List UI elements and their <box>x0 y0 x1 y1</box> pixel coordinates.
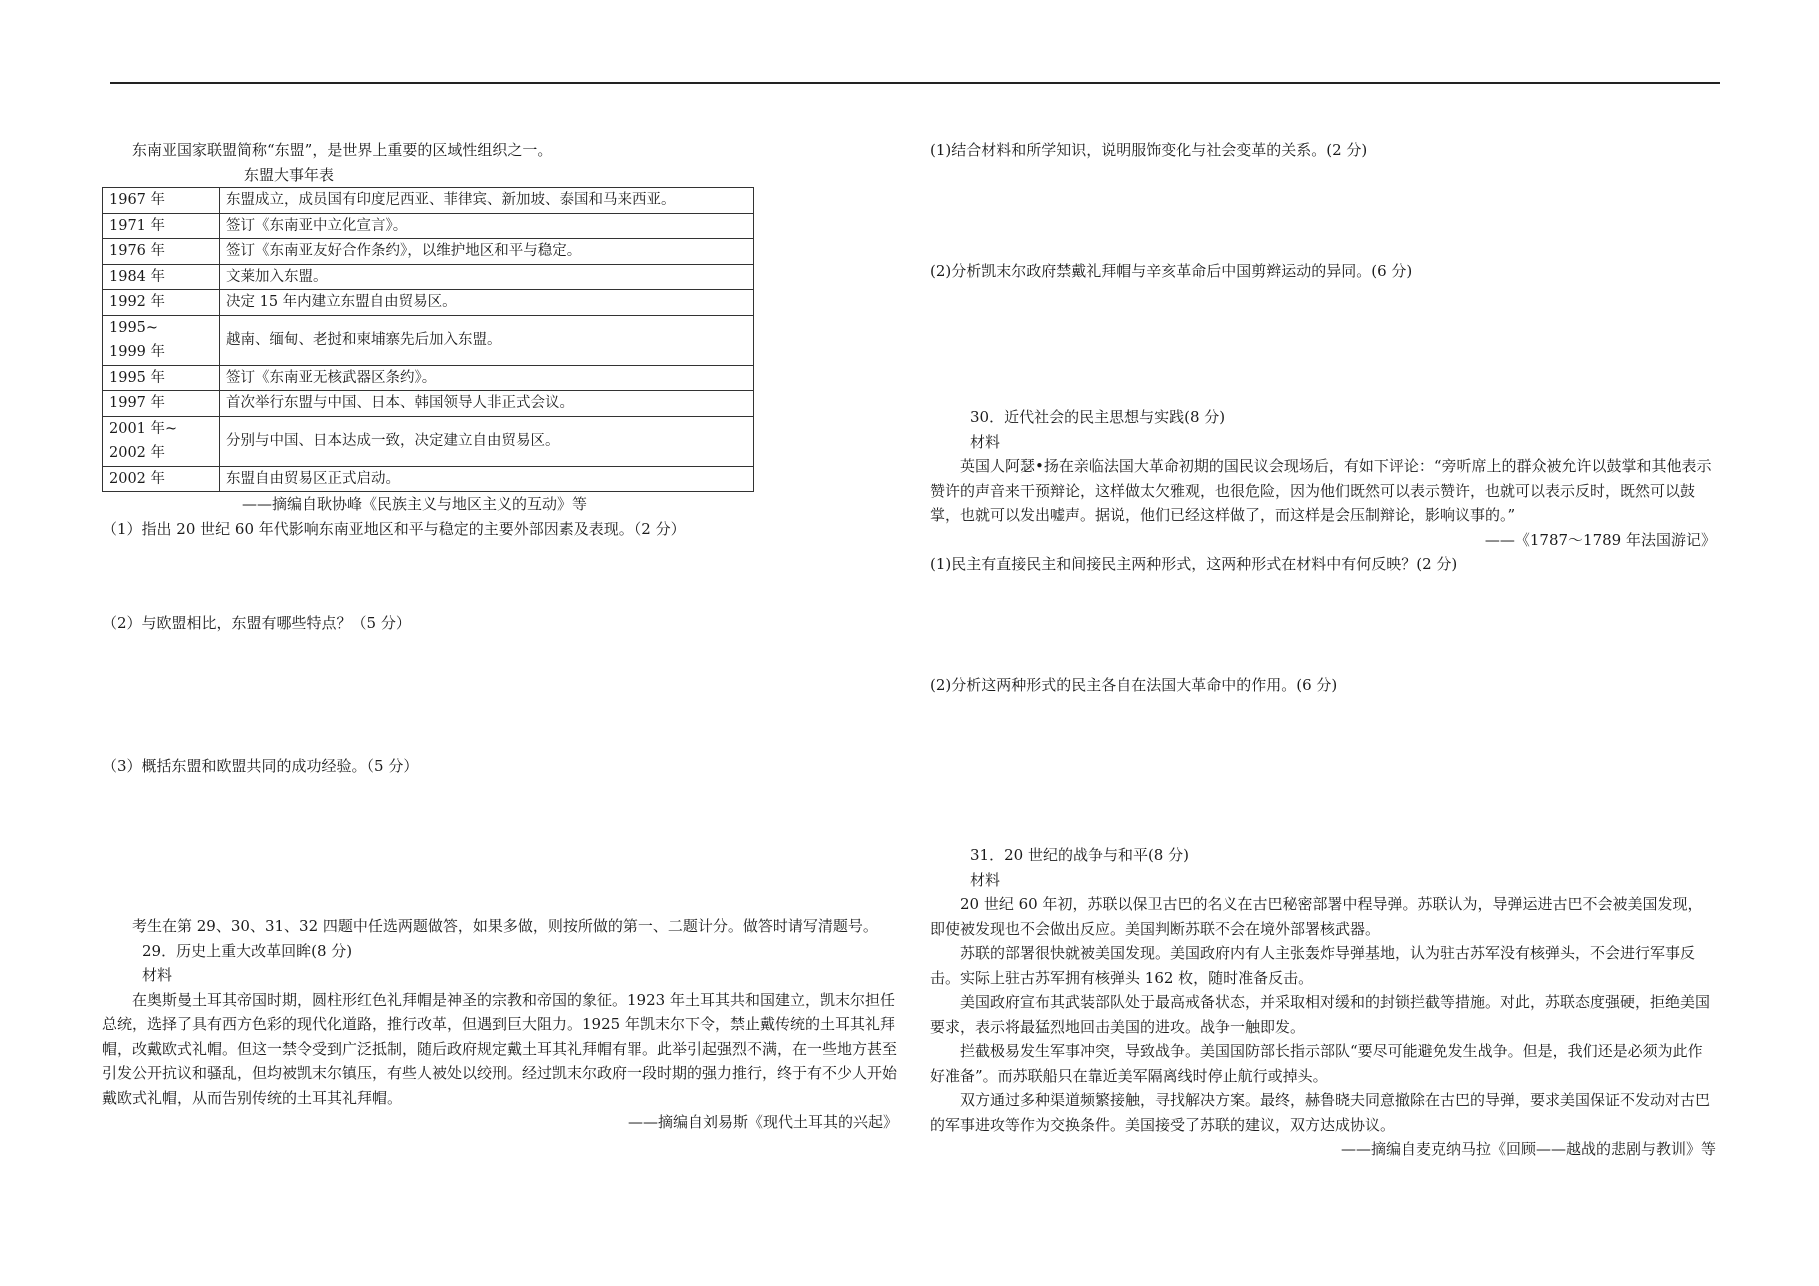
q31-material-label: 材料 <box>970 870 1001 889</box>
table-row <box>103 264 754 290</box>
asean-intro: 东南亚国家联盟简称“东盟”，是世界上重要的区域性组织之一。 <box>132 141 553 159</box>
event-cell: 签订《东南亚友好合作条约》，以维护地区和平与稳定。 <box>220 239 754 265</box>
table-row <box>103 391 754 417</box>
table-row <box>103 188 754 214</box>
q29-title: 29．历史上重大改革回眸(8 分) <box>142 941 353 960</box>
event-cell: 签订《东南亚中立化宣言》。 <box>220 213 754 239</box>
right-column <box>930 138 1716 1162</box>
table-row <box>103 315 754 365</box>
q30-sub2: (2)分析这两种形式的民主各自在法国大革命中的作用。(6 分) <box>930 675 1338 694</box>
table-title: 东盟大事年表 <box>244 165 335 184</box>
year-cell: 1992 年 <box>103 290 220 316</box>
choice-instructions: 考生在第 29、30、31、32 四题中任选两题做答，如果多做，则按所做的第一、二题计分。做答时请写清题号。 <box>132 917 878 935</box>
year-start: 1995~ <box>109 319 159 336</box>
q31-title: 31．20 世纪的战争与和平(8 分) <box>970 846 1189 864</box>
year-cell <box>103 315 220 365</box>
year-cell: 1997 年 <box>103 391 220 417</box>
event-cell: 签订《东南亚无核武器区条约》。 <box>220 365 754 391</box>
q30-title: 30．近代社会的民主思想与实践(8 分) <box>970 408 1226 426</box>
q31-paragraph-1: 20 世纪 60 年初，苏联以保卫古巴的名义在古巴秘密部署中程导弹。苏联认为，导弹运进古巴不会被美国发现，即使被发现也不会做出反应。美国判断苏联不会在境外部署核武器。 <box>930 895 1703 938</box>
table-row <box>103 239 754 265</box>
year-cell: 1995 年 <box>103 365 220 391</box>
q31-paragraph-5: 双方通过多种渠道频繁接触，寻找解决方案。最终，赫鲁晓夫同意撤除在古巴的导弹，要求美国保证不发动对古巴的军事进攻等作为交换条件。美国接受了苏联的建议，双方达成协议。 <box>930 1091 1711 1134</box>
table-row <box>103 365 754 391</box>
year-cell: 2002 年 <box>103 466 220 492</box>
q31-paragraph-4: 拦截极易发生军事冲突，导致战争。美国国防部长指示部队“要尽可能避免发生战争。但是，我们还是必须为此作好准备”。而苏联船只在靠近美军隔离线时停止航行或掉头。 <box>930 1042 1703 1085</box>
table-row <box>103 290 754 316</box>
event-cell: 分别与中国、日本达成一致，决定建立自由贸易区。 <box>220 416 754 466</box>
year-end: 2002 年 <box>109 445 166 461</box>
year-cell: 1976 年 <box>103 239 220 265</box>
q30-material: 英国人阿瑟•扬在亲临法国大革命初期的国民议会现场后，有如下评论：“旁听席上的群众被允许以鼓掌和其他表示赞许的声音来干预辩论，这样做太欠雅观，也很危险，因为他们既然可以表示赞许，也就可以表示反时，既然可以鼓掌，也就可以发出嘘声。据说，他们已经这样做了，而这样是会压制辩论，影响议事的。” <box>930 457 1712 524</box>
event-cell: 文莱加入东盟。 <box>220 264 754 290</box>
event-cell: 东盟成立，成员国有印度尼西亚、菲律宾、新加坡、泰国和马来西亚。 <box>220 188 754 214</box>
q30-material-label: 材料 <box>970 432 1001 451</box>
event-cell: 决定 15 年内建立东盟自由贸易区。 <box>220 290 754 316</box>
header-rule <box>110 82 1720 84</box>
q29-sub1: (1)结合材料和所学知识，说明服饰变化与社会变革的关系。(2 分) <box>930 141 1368 159</box>
year-cell: 1984 年 <box>103 264 220 290</box>
event-cell: 越南、缅甸、老挝和柬埔寨先后加入东盟。 <box>220 315 754 365</box>
table-source: ——摘编自耿协峰《民族主义与地区主义的互动》等 <box>242 495 588 513</box>
left-column <box>102 138 898 1135</box>
year-cell <box>103 416 220 466</box>
question-2: （2）与欧盟相比，东盟有哪些特点？（5 分） <box>102 614 411 632</box>
table-row <box>103 416 754 466</box>
year-end: 1999 年 <box>109 344 166 360</box>
question-3: （3）概括东盟和欧盟共同的成功经验。（5 分） <box>102 756 419 775</box>
q29-material-label: 材料 <box>142 966 173 984</box>
q31-paragraph-2: 苏联的部署很快就被美国发现。美国政府内有人主张轰炸导弹基地，认为驻古苏军没有核弹头，不会进行军事反击。实际上驻古苏军拥有核弹头 162 枚，随时准备反击。 <box>930 944 1696 987</box>
year-cell: 1967 年 <box>103 188 220 214</box>
event-cell: 东盟自由贸易区正式启动。 <box>220 466 754 492</box>
q29-sub2: (2)分析凯末尔政府禁戴礼拜帽与辛亥革命后中国剪辫运动的异同。(6 分) <box>930 261 1413 280</box>
q29-source: ——摘编自刘易斯《现代土耳其的兴起》 <box>627 1113 898 1131</box>
q31-source: ——摘编自麦克纳马拉《回顾——越战的悲剧与教训》等 <box>1340 1140 1716 1158</box>
q30-sub1: (1)民主有直接民主和间接民主两种形式，这两种形式在材料中有何反映？(2 分) <box>930 555 1458 573</box>
year-start: 2001 年~ <box>109 420 178 437</box>
asean-events-table <box>102 187 754 492</box>
q31-paragraph-3: 美国政府宣布其武装部队处于最高戒备状态，并采取相对缓和的封锁拦截等措施。对此，苏联态度强硬，拒绝美国要求，表示将最猛烈地回击美国的进攻。战争一触即发。 <box>930 993 1711 1036</box>
event-cell: 首次举行东盟与中国、日本、韩国领导人非正式会议。 <box>220 391 754 417</box>
q30-source: ——《1787～1789 年法国游记》 <box>1484 530 1716 549</box>
table-row <box>103 466 754 492</box>
question-1: （1）指出 20 世纪 60 年代影响东南亚地区和平与稳定的主要外部因素及表现。（2 分） <box>102 519 686 538</box>
table-row <box>103 213 754 239</box>
q29-material: 在奥斯曼土耳其帝国时期，圆柱形红色礼拜帽是神圣的宗教和帝国的象征。1923 年土耳其共和国建立，凯末尔担任总统，选择了具有西方色彩的现代化道路，推行改革，但遇到巨大阻力。1925 年凯末尔下令，禁止戴传统的土耳其礼拜帽，改戴欧式礼帽。但这一禁令受到广泛抵制，随后政府规定戴土耳其礼拜帽有罪。此举引起强烈不满，在一些地方甚至引发公开抗议和骚乱，但均被凯末尔镇压，有些人被处以绞刑。经过凯末尔政府一段时期的强力推行，终于有不少人开始戴欧式礼帽，从而告别传统的土耳其礼拜帽。 <box>102 990 898 1107</box>
year-cell: 1971 年 <box>103 213 220 239</box>
